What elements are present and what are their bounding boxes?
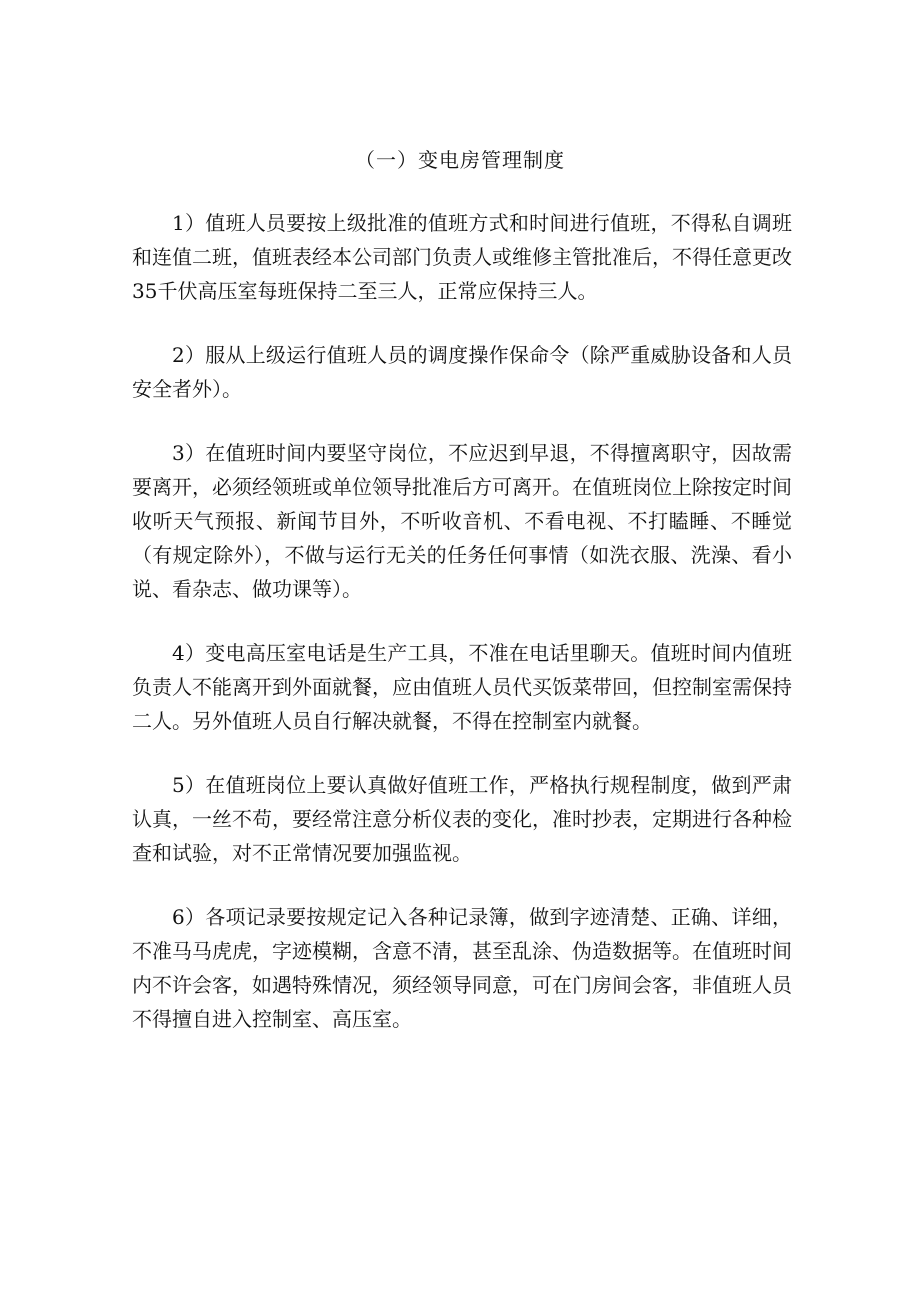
paragraph-6: 6）各项记录要按规定记入各种记录簿，做到字迹清楚、正确、详细，不准马马虎虎，字迹模糊，含意不清，甚至乱涂、伪造数据等。在值班时间内不许会客，如遇特殊情况，须经领导同意，可在门房间会客，非值班人员不得擅自进入控制室、高压室。	[132, 905, 792, 1031]
paragraph-3: 3）在值班时间内要坚守岗位，不应迟到早退，不得擅离职守，因故需要离开，必须经领班或单位领导批准后方可离开。在值班岗位上除按定时间收听天气预报、新闻节目外，不听收音机、不看电视、不打瞌睡、不睡觉（有规定除外），不做与运行无关的任务任何事情（如洗衣服、洗澡、看小说、看杂志、做功课等）。	[132, 441, 792, 601]
paragraph-2: 2）服从上级运行值班人员的调度操作保命令（除严重威胁设备和人员安全者外）。	[132, 343, 792, 401]
paragraph-4: 4）变电高压室电话是生产工具，不准在电话里聊天。值班时间内值班负责人不能离开到外面就餐，应由值班人员代买饭菜带回，但控制室需保持二人。另外值班人员自行解决就餐，不得在控制室内就餐。	[132, 641, 792, 733]
document-body	[132, 206, 792, 1066]
paragraph-1: 1）值班人员要按上级批准的值班方式和时间进行值班，不得私自调班和连值二班，值班表经本公司部门负责人或维修主管批准后，不得任意更改35千伏高压室每班保持二至三人，正常应保持三人。	[132, 211, 792, 303]
paragraph-5: 5）在值班岗位上要认真做好值班工作，严格执行规程制度，做到严肃认真，一丝不苟，要经常注意分析仪表的变化，准时抄表，定期进行各种检查和试验，对不正常情况要加强监视。	[132, 773, 792, 865]
document-title: （一）变电房管理制度	[355, 148, 565, 172]
